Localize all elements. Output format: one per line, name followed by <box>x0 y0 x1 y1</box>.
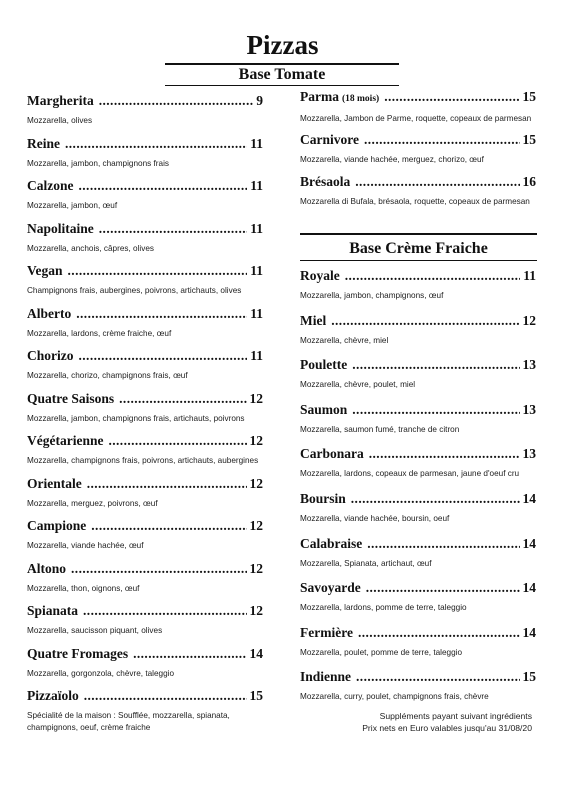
menu-item-description: Mozzarella, gorgonzola, chèvre, taleggio <box>27 668 175 678</box>
menu-item-name: Chorizo <box>27 348 74 363</box>
menu-item-price: 15 <box>522 669 536 685</box>
menu-item-description: Mozzarella, Jambon de Parme, roquette, copeaux de parmesan <box>300 114 532 123</box>
menu-item-description: Mozzarella, lardons, crème fraiche, œuf <box>27 328 172 338</box>
menu-item-note: (18 mois) <box>341 94 380 104</box>
menu-item-description: Mozzarella, chèvre, poulet, miel <box>300 380 416 390</box>
menu-item <box>300 536 536 569</box>
menu-item-name: Quatre Fromages <box>27 645 129 661</box>
menu-item-description: Mozzarella, champignons frais, poivrons, artichauts, aubergines <box>27 456 259 465</box>
menu-item-price: 14 <box>522 580 536 596</box>
menu-item-description: Champignons frais, aubergines, poivrons, artichauts, olives <box>27 286 242 295</box>
menu-item-row <box>300 174 536 190</box>
menu-item-price: 15 <box>522 131 536 147</box>
menu-item-description: Mozzarella, lardons, copeaux de parmesan, jaune d'oeuf cru <box>300 469 520 479</box>
menu-item <box>300 625 536 658</box>
menu-item-name: Saumon <box>300 401 348 417</box>
menu-item-price: 12 <box>249 603 263 618</box>
menu-item-price: 11 <box>250 348 263 363</box>
menu-item-description: Mozzarella, curry, poulet, champignons frais, chèvre <box>300 692 489 702</box>
section-title-base-creme-fraiche: Base Crème Fraiche <box>349 240 488 257</box>
menu-item-row <box>300 580 536 596</box>
menu-item-name: Quatre Saisons <box>27 390 115 406</box>
menu-item-row <box>27 93 263 109</box>
menu-item-row <box>27 178 263 194</box>
dot-leader <box>76 306 247 322</box>
menu-item <box>300 89 536 124</box>
menu-item-name: Spianata <box>27 603 79 618</box>
menu-item-name: Calabraise <box>300 535 363 551</box>
menu-item <box>27 476 263 509</box>
menu-item-price: 14 <box>522 535 536 551</box>
menu-item-name: Royale <box>300 268 340 283</box>
dot-leader <box>108 433 246 449</box>
menu-item <box>300 357 536 390</box>
menu-item-description: Mozzarella, saumon fumé, tranche de citron <box>300 424 460 434</box>
menu-item-description: Mozzarella, jambon, champignons frais <box>27 158 169 168</box>
menu-item-name: Carnivore <box>300 131 359 147</box>
dot-leader <box>366 580 520 596</box>
menu-item-name: Fermière <box>300 624 353 640</box>
menu-item-row <box>27 603 263 619</box>
dot-leader <box>79 348 248 364</box>
menu-item <box>27 646 263 679</box>
menu-item-name: Calzone <box>27 178 74 193</box>
dot-leader <box>119 391 246 407</box>
menu-item <box>300 132 536 165</box>
dot-leader <box>133 646 246 662</box>
menu-item-name: Campione <box>27 518 87 533</box>
menu-item-price: 12 <box>249 518 263 533</box>
menu-item-name: Orientale <box>27 475 82 491</box>
dot-leader <box>99 221 247 237</box>
menu-item-price: 12 <box>249 560 263 576</box>
menu-item-price: 12 <box>249 433 263 448</box>
menu-item-row <box>27 646 263 662</box>
menu-item-price: 16 <box>522 174 536 189</box>
dot-leader <box>352 357 519 373</box>
menu-item <box>27 603 263 636</box>
menu-item <box>27 518 263 551</box>
menu-item <box>27 348 263 381</box>
menu-item-description: Mozzarella, thon, oignons, œuf <box>27 583 140 593</box>
menu-item-description: Mozzarella, anchois, câpres, olives <box>27 243 154 253</box>
menu-item <box>27 433 263 466</box>
menu-item-name: Vegan <box>27 263 63 278</box>
dot-leader <box>367 536 519 552</box>
menu-item-price: 11 <box>250 220 263 236</box>
menu-item-row <box>27 391 263 407</box>
menu-item-price: 11 <box>250 305 263 321</box>
menu-item-row <box>300 536 536 552</box>
menu-item-name: Pizzaïolo <box>27 688 79 703</box>
menu-item-description: Mozzarella, olives <box>27 116 93 125</box>
menu-item-row <box>300 625 536 641</box>
dot-leader <box>369 446 520 462</box>
menu-item-row <box>27 306 263 322</box>
menu-item-name: Miel <box>300 312 327 328</box>
dot-leader <box>358 625 520 641</box>
menu-item-description: champignons, oeuf, crème fraiche <box>27 723 151 732</box>
menu-item-row <box>27 221 263 237</box>
menu-item <box>27 306 263 339</box>
menu-item-name: Alberto <box>27 305 72 321</box>
menu-item <box>27 136 263 169</box>
menu-item-row <box>27 688 263 704</box>
menu-item-price: 11 <box>250 135 263 151</box>
menu-item-row <box>27 348 263 364</box>
menu-item-name: Carbonara <box>300 446 364 462</box>
menu-item-row <box>300 402 536 418</box>
menu-item-description: Mozzarella, jambon, champignons, œuf <box>300 291 444 300</box>
menu-item-row <box>300 268 536 284</box>
dot-leader <box>384 89 519 105</box>
menu-item-row <box>300 132 536 148</box>
menu-item-row <box>27 561 263 577</box>
menu-item-description: Mozzarella, poulet, pomme de terre, taleggio <box>300 647 463 657</box>
menu-item-description: Mozzarella, saucisson piquant, olives <box>27 626 163 635</box>
menu-item <box>27 688 263 733</box>
menu-item-row <box>300 89 536 107</box>
dot-leader <box>83 603 246 619</box>
menu-item <box>27 178 263 211</box>
menu-item-row <box>27 263 263 279</box>
menu-item-name: Végétarienne <box>27 433 104 448</box>
section-title-base-tomate: Base Tomate <box>238 66 326 83</box>
menu-item-description: Mozzarella, viande hachée, œuf <box>27 541 144 550</box>
menu-item-price: 12 <box>522 312 536 328</box>
footer-line-prices: Prix nets en Euro valables jusqu'au 31/08/20 <box>362 723 532 733</box>
dot-leader <box>68 263 248 279</box>
dot-leader <box>71 561 246 577</box>
menu-item <box>27 221 263 254</box>
dot-leader <box>352 402 519 418</box>
menu-item <box>300 580 536 613</box>
menu-item-description: Mozzarella, jambon, œuf <box>27 201 118 210</box>
menu-item-description: Mozzarella, chèvre, miel <box>300 335 389 345</box>
dot-leader <box>351 491 520 507</box>
menu-item-row <box>300 669 536 685</box>
menu-item-name: Savoyarde <box>300 580 361 596</box>
dot-leader <box>79 178 248 194</box>
menu-item-price: 12 <box>249 475 263 491</box>
menu-item-description: Mozzarella, Spianata, artichaut, œuf <box>300 558 432 568</box>
menu-item-price: 9 <box>256 93 263 108</box>
dot-leader <box>355 174 519 190</box>
menu-item-row <box>27 518 263 534</box>
dot-leader <box>99 93 254 109</box>
menu-item <box>27 561 263 594</box>
dot-leader <box>356 669 519 685</box>
menu-item-row <box>27 136 263 152</box>
menu-item <box>27 263 263 296</box>
menu-item-name: Brésaola <box>300 174 351 189</box>
menu-item <box>27 391 263 424</box>
section-rule-bottom <box>165 85 399 86</box>
section-rule-top <box>300 233 537 235</box>
dot-leader <box>331 313 519 329</box>
menu-item-price: 14 <box>522 491 536 506</box>
menu-item-name: Boursin <box>300 491 346 506</box>
menu-item <box>27 93 263 126</box>
menu-item-row <box>300 313 536 329</box>
menu-item-row <box>300 357 536 373</box>
footer-note <box>362 710 532 734</box>
menu-item <box>300 669 536 702</box>
section-rule-top <box>165 63 399 65</box>
dot-leader <box>345 268 520 284</box>
menu-item-description: Mozzarella di Bufala, brésaola, roquette, copeaux de parmesan <box>300 197 530 206</box>
menu-item-name: Margherita <box>27 93 94 108</box>
menu-item-price: 14 <box>522 624 536 640</box>
menu-item-name: Indienne <box>300 669 352 685</box>
menu-item-price: 15 <box>249 688 263 703</box>
menu-item-price: 13 <box>522 357 536 373</box>
menu-item-name: Parma <box>300 89 339 104</box>
menu-item-name: Altono <box>27 560 67 576</box>
page-title: Pizzas <box>246 30 319 60</box>
menu-item-row <box>27 476 263 492</box>
menu-item <box>300 446 536 479</box>
menu-item-description: Mozzarella, merguez, poivrons, œuf <box>27 498 158 508</box>
dot-leader <box>84 688 247 704</box>
menu-item <box>300 174 536 207</box>
menu-item-price: 11 <box>250 263 263 278</box>
menu-item-description: Mozzarella, viande hachée, boursin, oeuf <box>300 514 450 523</box>
menu-item <box>300 491 536 524</box>
menu-item-description: Mozzarella, viande hachée, merguez, chorizo, œuf <box>300 154 484 164</box>
menu-item-price: 11 <box>523 268 536 283</box>
menu-item <box>300 313 536 346</box>
menu-item <box>300 402 536 435</box>
menu-item-description: Mozzarella, chorizo, champignons frais, œuf <box>27 371 188 380</box>
dot-leader <box>364 132 520 148</box>
footer-line-supplements: Suppléments payant suivant ingrédients <box>379 711 532 721</box>
menu-item <box>300 268 536 301</box>
dot-leader <box>65 136 247 152</box>
menu-item-price: 13 <box>522 401 536 417</box>
menu-item-row <box>300 446 536 462</box>
dot-leader <box>87 476 247 492</box>
menu-item-price: 13 <box>522 446 536 462</box>
menu-item-row <box>300 491 536 507</box>
menu-item-description: Mozzarella, lardons, pomme de terre, taleggio <box>300 603 467 613</box>
menu-item-name: Napolitaine <box>27 220 94 236</box>
menu-item-price: 15 <box>522 89 536 104</box>
menu-item-name: Reine <box>27 135 60 151</box>
menu-item-row <box>27 433 263 449</box>
menu-item-price: 14 <box>249 645 263 661</box>
menu-item-description: Mozzarella, jambon, champignons frais, artichauts, poivrons <box>27 413 245 423</box>
menu-item-name: Poulette <box>300 357 348 373</box>
menu-item-price: 11 <box>250 178 263 193</box>
dot-leader <box>91 518 246 534</box>
menu-item-price: 12 <box>249 390 263 406</box>
section-rule-bottom <box>300 260 537 261</box>
menu-item-description: Spécialité de la maison : Soufflée, mozzarella, spianata, <box>27 711 230 720</box>
